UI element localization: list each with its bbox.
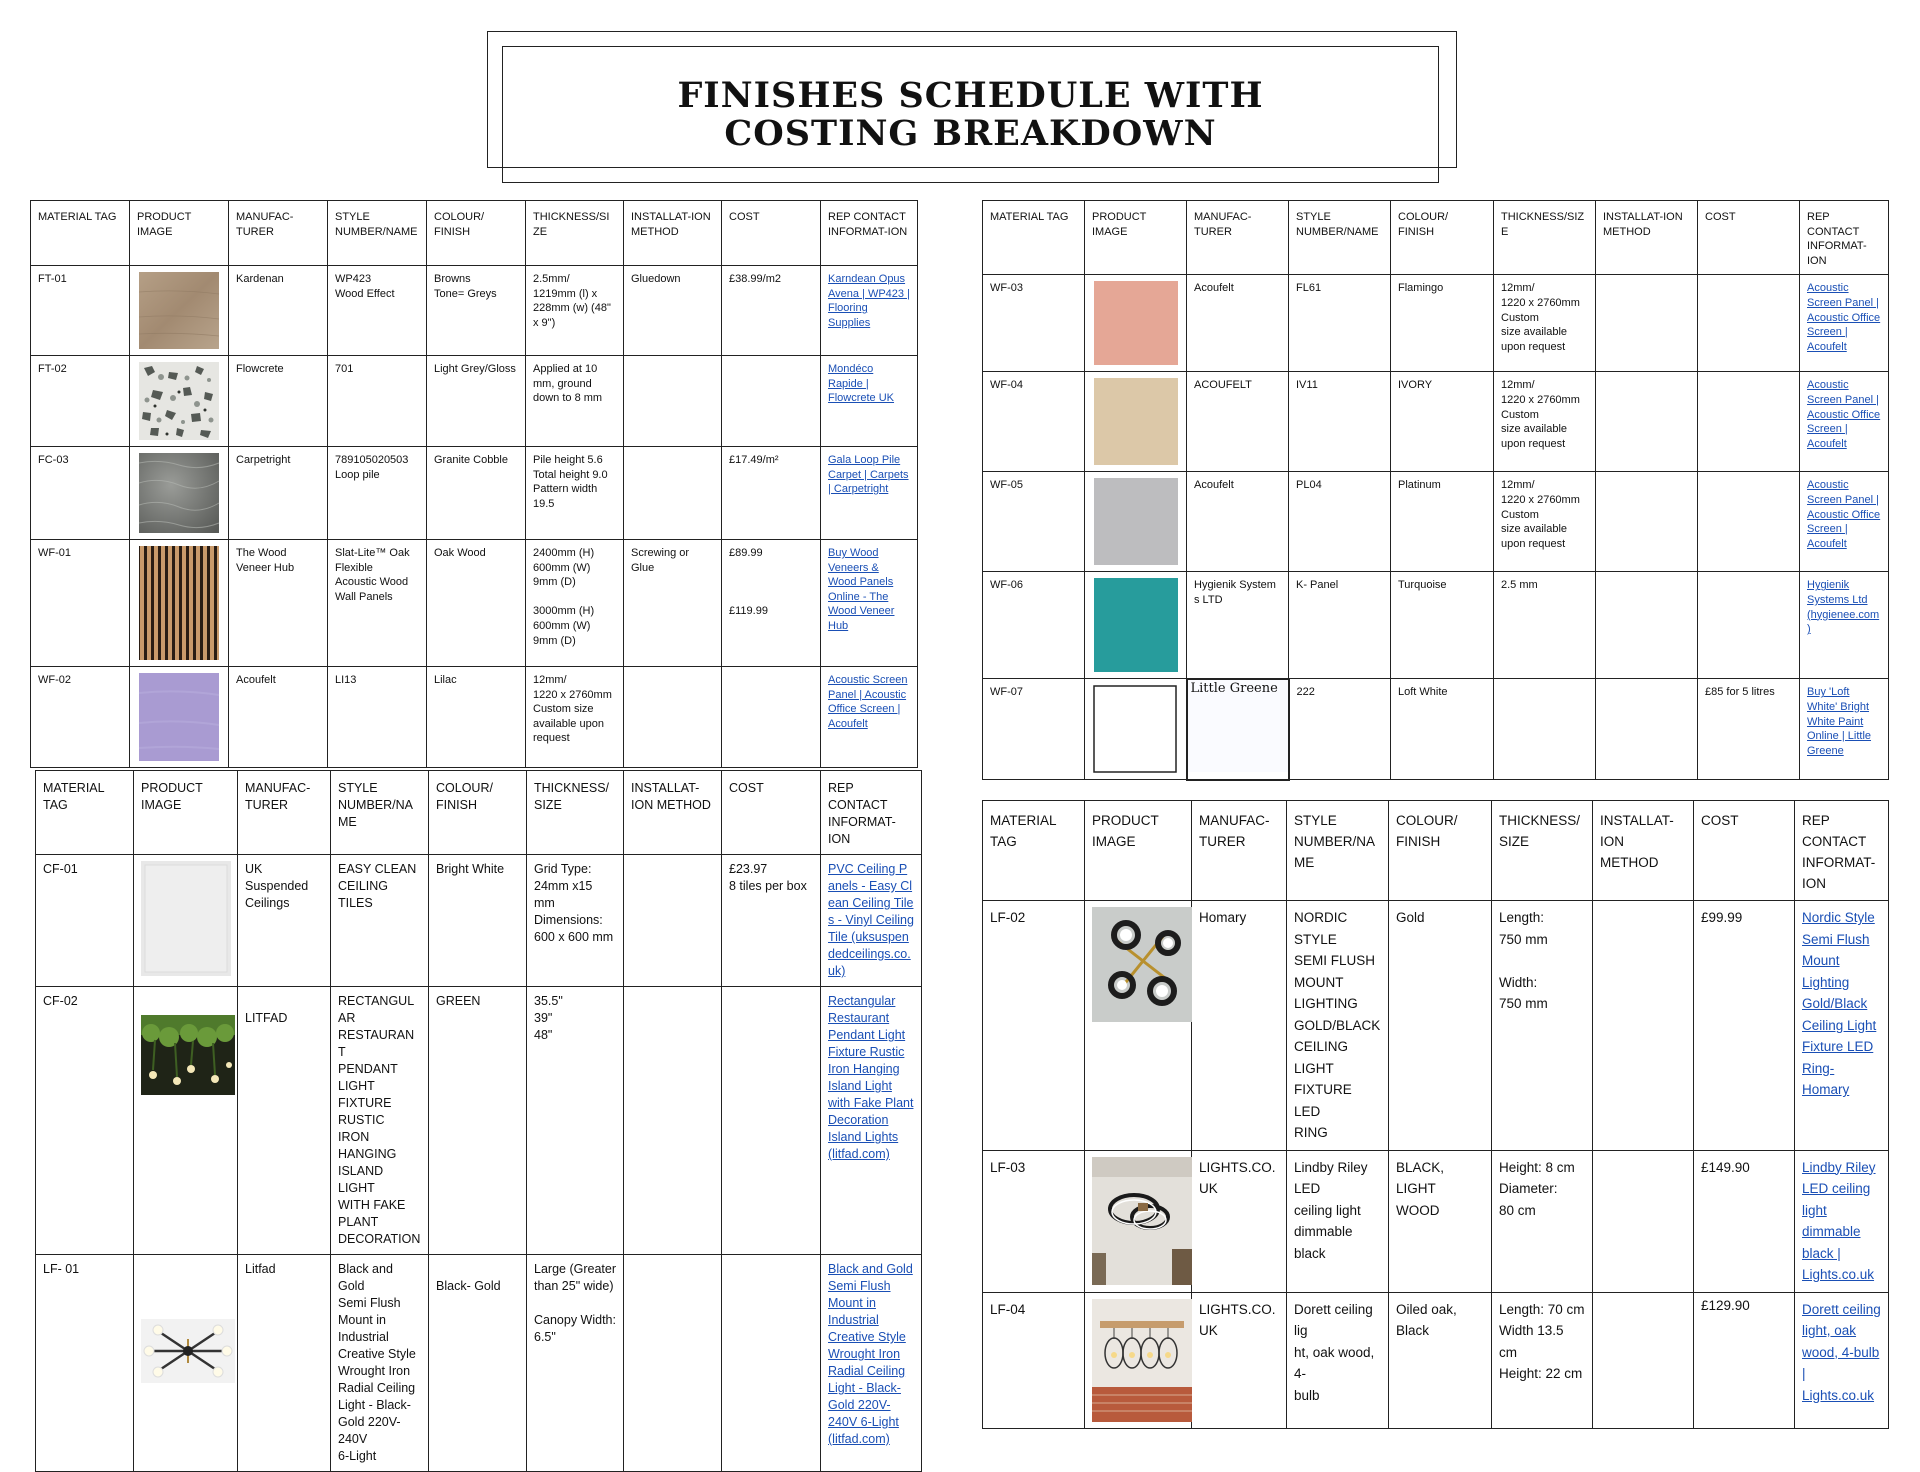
- header-colour: COLOUR/ FINISH: [427, 201, 526, 266]
- header-cost: COST: [722, 201, 821, 266]
- header-material-tag: MATERIAL TAG: [31, 201, 130, 266]
- colour-finish: Lilac: [427, 667, 526, 768]
- table-header-row: [31, 201, 918, 266]
- material-tag: LF-04: [983, 1292, 1085, 1428]
- rep-contact-link[interactable]: Buy Wood Veneers & Wood Panels Online - The Wood Veneer Hub: [828, 547, 895, 632]
- colour-finish: BLACK, LIGHT WOOD: [1389, 1150, 1492, 1292]
- header-colour: COLOUR/ FINISH: [1391, 201, 1494, 275]
- table-header-row: [36, 771, 922, 855]
- cost: [1698, 572, 1800, 679]
- thickness-size: Height: 8 cm Diameter: 80 cm: [1492, 1150, 1593, 1292]
- install-method: [1593, 1292, 1694, 1428]
- table-row: [31, 356, 918, 447]
- rep-contact: [1795, 901, 1889, 1151]
- thickness-size: 2.5 mm: [1494, 572, 1596, 679]
- header-style: STYLE NUMBER/NAME: [1287, 801, 1389, 901]
- install-method: Gluedown: [624, 266, 722, 356]
- product-image: [1085, 1150, 1192, 1292]
- manufacturer: UK Suspended Ceilings: [238, 855, 331, 987]
- material-tag: WF-01: [31, 540, 130, 667]
- table-row: [983, 372, 1889, 472]
- rep-contact-link[interactable]: Buy 'Loft White' Bright White Paint Online | Little Greene: [1807, 686, 1872, 757]
- thickness-size: 12mm/ 1220 x 2760mm Custom size available upon request: [1494, 472, 1596, 572]
- cost: [722, 987, 821, 1255]
- turquoise-swatch-icon: [1094, 578, 1178, 672]
- manufacturer: Kardenan: [229, 266, 328, 356]
- header-contact: REP CONTACT INFORMAT-ION: [821, 201, 918, 266]
- material-tag: WF-04: [983, 372, 1085, 472]
- ceiling-tile-icon: [141, 861, 231, 976]
- style-name: Lindby Riley LED ceiling light dimmable black: [1287, 1150, 1389, 1292]
- colour-finish: GREEN: [429, 987, 527, 1255]
- manufacturer: Acoufelt: [229, 667, 328, 768]
- cost: £85 for 5 litres: [1698, 679, 1800, 780]
- header-thickness: THICKNESS/SIZE: [1492, 801, 1593, 901]
- terrazzo-swatch-icon: [139, 362, 219, 440]
- header-thickness: THICKNESS/SIZE: [526, 201, 624, 266]
- material-tag: LF-03: [983, 1150, 1085, 1292]
- rep-contact: [821, 540, 918, 667]
- plant-pendant-light-icon: [141, 1015, 235, 1095]
- install-method: [624, 667, 722, 768]
- thickness-size: 12mm/ 1220 x 2760mm Custom size available upon request: [1494, 372, 1596, 472]
- colour-finish: Bright White: [429, 855, 527, 987]
- rep-contact-link[interactable]: Acoustic Screen Panel | Acoustic Office Screen | Acoufelt: [1807, 479, 1881, 550]
- rep-contact: [1800, 472, 1889, 572]
- thickness-size: Applied at 10 mm, ground down to 8 mm: [526, 356, 624, 447]
- lilac-felt-swatch-icon: [139, 673, 219, 761]
- thickness-size: 12mm/ 1220 x 2760mm Custom size available upon request: [526, 667, 624, 768]
- colour-finish: Turquoise: [1391, 572, 1494, 679]
- rep-contact: [821, 855, 922, 987]
- material-tag: CF-02: [36, 987, 134, 1255]
- carpet-swatch-icon: [139, 453, 219, 533]
- table-row: [983, 901, 1889, 1151]
- thickness-size: [1494, 679, 1596, 780]
- rep-contact-link[interactable]: Rectangular Restaurant Pendant Light Fixture Rustic Iron Hanging Island Light with Fake Plant Decoration Island Lights (litfad.com): [828, 994, 914, 1161]
- header-install: INSTALLAT-ION METHOD: [624, 771, 722, 855]
- product-image: [130, 667, 229, 768]
- style-name: Black and Gold Semi Flush Mount in Industrial Creative Style Wrought Iron Radial Ceiling Light - Black- Gold 220V-240V 6-Light: [331, 1255, 429, 1472]
- material-tag: WF-03: [983, 275, 1085, 372]
- rep-contact-link[interactable]: Acoustic Screen Panel | Acoustic Office Screen | Acoufelt: [828, 674, 908, 730]
- thickness-size: Pile height 5.6 Total height 9.0 Pattern width 19.5: [526, 447, 624, 540]
- rep-contact: [821, 356, 918, 447]
- rep-contact-link[interactable]: Acoustic Screen Panel | Acoustic Office Screen | Acoufelt: [1807, 282, 1881, 353]
- style-name: Slat-Lite™ Oak Flexible Acoustic Wood Wall Panels: [328, 540, 427, 667]
- product-image: [134, 987, 238, 1255]
- cost: [722, 1255, 821, 1472]
- style-name: Dorett ceiling lig ht, oak wood, 4- bulb: [1287, 1292, 1389, 1428]
- install-method: [1596, 472, 1698, 572]
- wood-plank-swatch-icon: [139, 272, 219, 349]
- header-product-image: PRODUCT IMAGE: [1085, 801, 1192, 901]
- product-image: [130, 356, 229, 447]
- header-colour: COLOUR/ FINISH: [429, 771, 527, 855]
- rep-contact: [821, 447, 918, 540]
- header-manufacturer: MANUFAC-TURER: [1192, 801, 1287, 901]
- manufacturer: ACOUFELT: [1187, 372, 1289, 472]
- install-method: [624, 447, 722, 540]
- header-style: STYLE NUMBER/NAME: [331, 771, 429, 855]
- header-cost: COST: [722, 771, 821, 855]
- install-method: [1596, 572, 1698, 679]
- cost: £129.90: [1694, 1292, 1795, 1428]
- rep-contact: [821, 667, 918, 768]
- colour-finish: Loft White: [1391, 679, 1494, 780]
- header-install: INSTALLAT-ION METHOD: [1596, 201, 1698, 275]
- thickness-size: 12mm/ 1220 x 2760mm Custom size available upon request: [1494, 275, 1596, 372]
- rep-contact: [1795, 1150, 1889, 1292]
- rep-contact: [821, 266, 918, 356]
- thickness-size: Length: 70 cm Width 13.5 cm Height: 22 cm: [1492, 1292, 1593, 1428]
- schedule-table-light-fittings: [982, 800, 1889, 1429]
- rep-contact-link[interactable]: Acoustic Screen Panel | Acoustic Office Screen | Acoufelt: [1807, 379, 1881, 450]
- install-method: [624, 356, 722, 447]
- install-method: [624, 855, 722, 987]
- style-name: 789105020503 Loop pile: [328, 447, 427, 540]
- material-tag: FT-01: [31, 266, 130, 356]
- thickness-size: Large (Greater than 25" wide) Canopy Width: 6.5": [527, 1255, 624, 1472]
- table-row: [31, 447, 918, 540]
- product-image: [1085, 572, 1187, 679]
- page-title: FINISHES SCHEDULE WITH COSTING BREAKDOWN: [677, 74, 1264, 154]
- header-material-tag: MATERIAL TAG: [983, 201, 1085, 275]
- little-greene-logo-text: Little Greene: [1188, 680, 1288, 772]
- rep-contact-link[interactable]: Karndean Opus Avena | WP423 | Flooring Supplies: [828, 273, 910, 329]
- table-row: [983, 1292, 1889, 1428]
- cost: £99.99: [1694, 901, 1795, 1151]
- table-header-row: [983, 801, 1889, 901]
- cage-bar-light-icon: [1092, 1299, 1192, 1422]
- material-tag: FC-03: [31, 447, 130, 540]
- material-tag: LF- 01: [36, 1255, 134, 1472]
- colour-finish: Browns Tone= Greys: [427, 266, 526, 356]
- colour-finish: IVORY: [1391, 372, 1494, 472]
- colour-finish: Granite Cobble: [427, 447, 526, 540]
- table-row: [31, 540, 918, 667]
- colour-finish: Black- Gold: [429, 1255, 527, 1472]
- rep-contact: [1800, 372, 1889, 472]
- header-contact: REP CONTACT INFORMAT-ION: [821, 771, 922, 855]
- header-contact: REP CONTACT INFORMAT-ION: [1800, 201, 1889, 275]
- thickness-size: Length: 750 mm Width: 750 mm: [1492, 901, 1593, 1151]
- rep-contact-link[interactable]: Nordic Style Semi Flush Mount Lighting Gold/Black Ceiling Light Fixture LED Ring-Homary: [1802, 910, 1877, 1097]
- title-frame: [502, 46, 1439, 183]
- cost: [1698, 275, 1800, 372]
- rep-contact-link[interactable]: Lindby Riley LED ceiling light dimmable black | Lights.co.uk: [1802, 1159, 1876, 1282]
- rep-contact: [821, 1255, 922, 1472]
- material-tag: FT-02: [31, 356, 130, 447]
- colour-finish: Gold: [1389, 901, 1492, 1151]
- table-row: [983, 275, 1889, 372]
- style-name: 222: [1289, 679, 1391, 780]
- rep-contact-link[interactable]: Black and Gold Semi Flush Mount in Industrial Creative Style Wrought Iron Radial Ceiling Light - Black-Gold 220V-240V 6-Light (litfad.com): [828, 1262, 913, 1446]
- rep-contact: [1800, 275, 1889, 372]
- manufacturer: Litfad: [238, 1255, 331, 1472]
- manufacturer: The Wood Veneer Hub: [229, 540, 328, 667]
- nordic-semi-flush-light-icon: [1092, 907, 1192, 1022]
- header-contact: REP CONTACT INFORMAT-ION: [1795, 801, 1889, 901]
- header-style: STYLE NUMBER/NAME: [1289, 201, 1391, 275]
- colour-finish: Light Grey/Gloss: [427, 356, 526, 447]
- install-method: [1596, 679, 1698, 780]
- cost: [1698, 472, 1800, 572]
- product-image: [1085, 901, 1192, 1151]
- table-row: [36, 1255, 922, 1472]
- style-name: RECTANGULAR RESTAURANT PENDANT LIGHT FIXTURE RUSTIC IRON HANGING ISLAND LIGHT WITH FAKE PLANT DECORATION: [331, 987, 429, 1255]
- table-row: [36, 855, 922, 987]
- table-row: [36, 987, 922, 1255]
- colour-finish: Oiled oak, Black: [1389, 1292, 1492, 1428]
- colour-finish: Platinum: [1391, 472, 1494, 572]
- install-method: Screwing or Glue: [624, 540, 722, 667]
- product-image: [130, 266, 229, 356]
- rep-contact-link[interactable]: Dorett ceiling light, oak wood, 4-bulb | Lights.co.uk: [1802, 1301, 1881, 1403]
- manufacturer: Flowcrete: [229, 356, 328, 447]
- style-name: EASY CLEAN CEILING TILES: [331, 855, 429, 987]
- ring-ceiling-light-icon: [1092, 1157, 1192, 1285]
- material-tag: CF-01: [36, 855, 134, 987]
- table-row: [31, 266, 918, 356]
- header-manufacturer: MANUFAC-TURER: [229, 201, 328, 266]
- thickness-size: Grid Type: 24mm x15 mm Dimensions: 600 x 600 mm: [527, 855, 624, 987]
- manufacturer: LIGHTS.CO.UK: [1192, 1292, 1287, 1428]
- rep-contact-link[interactable]: Mondéco Rapide | Flowcrete UK: [828, 363, 895, 405]
- install-method: [1596, 275, 1698, 372]
- product-image: [1085, 372, 1187, 472]
- product-image: [130, 447, 229, 540]
- product-image: [1085, 472, 1187, 572]
- cost: [722, 356, 821, 447]
- platinum-swatch-icon: [1094, 478, 1178, 565]
- manufacturer: Hygienik System s LTD: [1187, 572, 1289, 679]
- header-material-tag: MATERIAL TAG: [36, 771, 134, 855]
- table-row: [983, 472, 1889, 572]
- product-image: [134, 1255, 238, 1472]
- cost: [1698, 372, 1800, 472]
- header-cost: COST: [1698, 201, 1800, 275]
- colour-finish: Oak Wood: [427, 540, 526, 667]
- flamingo-swatch-icon: [1094, 281, 1178, 365]
- material-tag: WF-07: [983, 679, 1085, 780]
- style-name: WP423 Wood Effect: [328, 266, 427, 356]
- manufacturer: Carpetright: [229, 447, 328, 540]
- header-install: INSTALLAT-ION METHOD: [1593, 801, 1694, 901]
- header-product-image: PRODUCT IMAGE: [130, 201, 229, 266]
- manufacturer: LITFAD: [238, 987, 331, 1255]
- install-method: [1593, 1150, 1694, 1292]
- product-image: [1085, 679, 1187, 780]
- material-tag: WF-06: [983, 572, 1085, 679]
- header-product-image: PRODUCT IMAGE: [1085, 201, 1187, 275]
- schedule-table-ceiling-lighting: [35, 770, 922, 1472]
- header-cost: COST: [1694, 801, 1795, 901]
- white-swatch-icon: [1093, 685, 1177, 773]
- rep-contact: [821, 987, 922, 1255]
- radial-ceiling-light-icon: [141, 1319, 235, 1383]
- slat-panel-swatch-icon: [139, 546, 219, 660]
- ivory-swatch-icon: [1094, 378, 1178, 465]
- table-row: [983, 1150, 1889, 1292]
- rep-contact-link[interactable]: Hygienik Systems Ltd (hygienee.com): [1807, 579, 1880, 636]
- material-tag: LF-02: [983, 901, 1085, 1151]
- rep-contact: [1795, 1292, 1889, 1428]
- install-method: [624, 1255, 722, 1472]
- header-colour: COLOUR/ FINISH: [1389, 801, 1492, 901]
- material-tag: WF-02: [31, 667, 130, 768]
- style-name: K- Panel: [1289, 572, 1391, 679]
- table-row: [983, 572, 1889, 679]
- style-name: FL61: [1289, 275, 1391, 372]
- cost: £89.99 £119.99: [722, 540, 821, 667]
- product-image: [130, 540, 229, 667]
- thickness-size: 2400mm (H) 600mm (W) 9mm (D) 3000mm (H) 600mm (W) 9mm (D): [526, 540, 624, 667]
- product-image: [1085, 1292, 1192, 1428]
- header-style: STYLE NUMBER/NAME: [328, 201, 427, 266]
- header-manufacturer: MANUFAC-TURER: [238, 771, 331, 855]
- rep-contact: [1800, 679, 1889, 780]
- style-name: IV11: [1289, 372, 1391, 472]
- header-thickness: THICKNESS/SIZE: [527, 771, 624, 855]
- header-material-tag: MATERIAL TAG: [983, 801, 1085, 901]
- manufacturer: Acoufelt: [1187, 275, 1289, 372]
- cost: £17.49/m²: [722, 447, 821, 540]
- table-header-row: [983, 201, 1889, 275]
- header-manufacturer: MANUFAC-TURER: [1187, 201, 1289, 275]
- cost: £38.99/m2: [722, 266, 821, 356]
- header-thickness: THICKNESS/SIZE: [1494, 201, 1596, 275]
- product-image: [1085, 275, 1187, 372]
- schedule-table-floor-wall: [30, 200, 918, 768]
- header-product-image: PRODUCT IMAGE: [134, 771, 238, 855]
- thickness-size: 35.5" 39" 48": [527, 987, 624, 1255]
- install-method: [1593, 901, 1694, 1151]
- rep-contact-link[interactable]: Gala Loop Pile Carpet | Carpets | Carpetright: [828, 454, 909, 496]
- table-row: [31, 667, 918, 768]
- install-method: [1596, 372, 1698, 472]
- material-tag: WF-05: [983, 472, 1085, 572]
- rep-contact: [1800, 572, 1889, 679]
- cost: £149.90: [1694, 1150, 1795, 1292]
- colour-finish: Flamingo: [1391, 275, 1494, 372]
- manufacturer: [1187, 679, 1289, 780]
- schedule-table-wall-finishes: [982, 200, 1889, 781]
- manufacturer: Acoufelt: [1187, 472, 1289, 572]
- product-image: [134, 855, 238, 987]
- rep-contact-link[interactable]: PVC Ceiling Panels - Easy Clean Ceiling Tiles - Vinyl Ceiling Tile (uksuspendedceilings.co.uk): [828, 862, 914, 978]
- header-install: INSTALLAT-ION METHOD: [624, 201, 722, 266]
- table-row: [983, 679, 1889, 780]
- cost: [722, 667, 821, 768]
- manufacturer: Homary: [1192, 901, 1287, 1151]
- style-name: NORDIC STYLE SEMI FLUSH MOUNT LIGHTING GOLD/BLACK CEILING LIGHT FIXTURE LED RING: [1287, 901, 1389, 1151]
- thickness-size: 2.5mm/ 1219mm (l) x 228mm (w) (48" x 9"): [526, 266, 624, 356]
- style-name: PL04: [1289, 472, 1391, 572]
- style-name: LI13: [328, 667, 427, 768]
- style-name: 701: [328, 356, 427, 447]
- cost: £23.97 8 tiles per box: [722, 855, 821, 987]
- manufacturer: LIGHTS.CO.UK: [1192, 1150, 1287, 1292]
- install-method: [624, 987, 722, 1255]
